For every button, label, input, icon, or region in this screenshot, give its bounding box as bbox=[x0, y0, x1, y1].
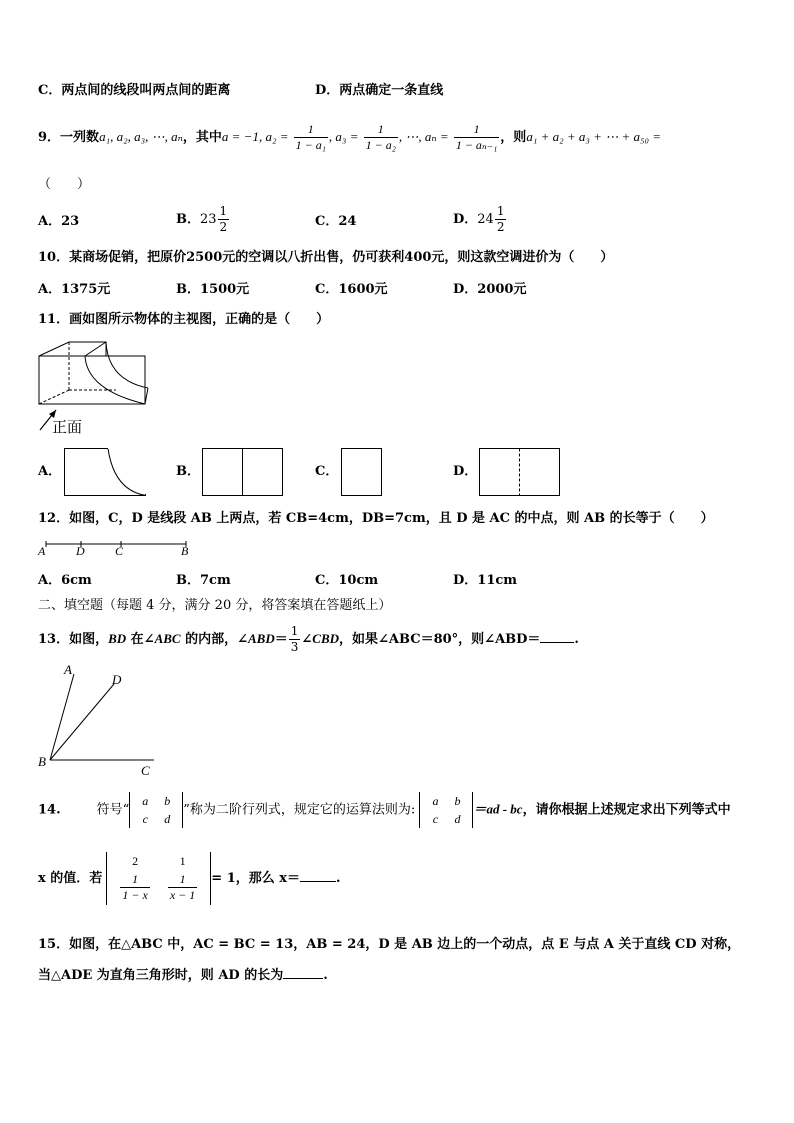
q11-option-a: A． bbox=[38, 464, 62, 479]
q12-option-d: D．11cm bbox=[453, 573, 518, 588]
q12-point-b: B bbox=[181, 544, 189, 558]
q15-line1: 15．如图，在△ABC 中，AC = BC = 13，AB = 24，D 是 AB 边上的一个动点，点 E 与点 A 关于直线 CD 对称， bbox=[38, 937, 741, 952]
q12-option-b: B．7cm bbox=[176, 573, 231, 588]
q12-point-c: C bbox=[115, 544, 124, 558]
q12-option-a: A．6cm bbox=[38, 573, 92, 588]
q12-point-d: D bbox=[76, 544, 85, 558]
q11-stem: 11．画如图所示物体的主视图，正确的是（ ） bbox=[38, 312, 330, 327]
q10-stem: 10．某商场促销，把原价2500元的空调以八折出售，仍可获利400元，则这款空调进价为（ ） bbox=[38, 250, 614, 265]
q9-option-d: D．24 $\frac{1}{2}$ bbox=[453, 204, 505, 234]
q9-paren: （ ） bbox=[38, 177, 91, 192]
q8-option-d: D．两点确定一条直线 bbox=[315, 83, 444, 98]
q10-option-b: B．1500元 bbox=[176, 282, 250, 297]
q12-option-c: C．10cm bbox=[315, 573, 379, 588]
section-heading-fill-in: 二、填空题（每题 4 分，满分 20 分，将答案填在答题纸上） bbox=[38, 598, 392, 613]
q9-option-c: C．24 bbox=[315, 214, 357, 229]
q12-stem: 12．如图，C，D 是线段 AB 上两点，若 CB=4cm，DB=7cm，且 D 是 AC 的中点，则 AB 的长等于（ ） bbox=[38, 511, 714, 526]
q14-answer-blank[interactable] bbox=[300, 881, 336, 882]
q13-label-d: D bbox=[112, 672, 122, 687]
q8-option-c: C．两点间的线段叫两点间的距离 bbox=[38, 83, 231, 98]
q10-option-d: D．2000元 bbox=[453, 282, 527, 297]
q11-front-label: 正面 bbox=[52, 418, 83, 436]
q11-option-b: B． bbox=[176, 464, 200, 479]
q13-label-c: C bbox=[141, 763, 150, 778]
q9-fraction-2: $\frac{1}{\text{1 − a₂}}$ bbox=[365, 122, 396, 152]
q15-answer-blank[interactable] bbox=[283, 978, 323, 979]
q11-option-a-figure bbox=[64, 448, 146, 496]
q9-fraction-1: $\frac{1}{\text{1 − a₁}}$ bbox=[295, 122, 326, 152]
q11-option-d-figure bbox=[479, 448, 561, 496]
q15-line2: 当△ADE 为直角三角形时，则 AD 的长为 . bbox=[38, 968, 328, 983]
q14-matrix-equation: 2 1 $\frac{1}{1 - x}$ $\frac{1}{x - 1}$ bbox=[106, 852, 211, 905]
q14-line2: x 的值．若 2 1 $\frac{1}{1 - x}$ $\frac{1}{x - 1}$ = 1，那么 x＝ . bbox=[38, 852, 341, 905]
q11-option-c-figure bbox=[341, 448, 383, 496]
q12-point-a: A bbox=[38, 544, 46, 558]
q13-label-a: A bbox=[64, 662, 72, 677]
q9-option-a: A．23 bbox=[38, 214, 80, 229]
q10-option-c: C．1600元 bbox=[315, 282, 388, 297]
q14-matrix-symbol: a b c d bbox=[129, 792, 183, 828]
q13-angle-figure bbox=[38, 662, 168, 777]
q9-option-b: B．23 $\frac{1}{2}$ bbox=[176, 204, 228, 234]
q13-label-b: B bbox=[38, 754, 46, 769]
q11-option-b-figure bbox=[202, 448, 284, 496]
q14-matrix-rule: a b c d bbox=[419, 792, 473, 828]
q11-option-d: D． bbox=[453, 464, 478, 479]
q13-stem: 13．如图，BD 在∠ABC 的内部，∠ABD＝ $\frac{1}{3}$ ∠CBD，如果∠ABC＝80°，则∠ABD＝ . bbox=[38, 624, 579, 654]
q11-option-c: C． bbox=[315, 464, 339, 479]
q9-stem: 9．一列数a₁, a₂, a₃, ⋯, aₙ，其中a = −1, a₂ = $\frac{1}{\text{1 − a₁}}$ , a₃ = $\frac{1}{\text{1 − a₂}}$ , ⋯, aₙ = $\frac{1}{\text{1 − aₙ₋₁}}$ ，则a₁ + a₂ + a₃ + ⋯ + a₅₀ = bbox=[38, 122, 662, 152]
q13-answer-blank[interactable] bbox=[540, 642, 574, 643]
q9-fraction-3: $\frac{1}{\text{1 − aₙ₋₁}}$ bbox=[455, 122, 498, 152]
q12-segment-figure bbox=[38, 538, 198, 558]
q14-line1: 14. 符号“ a b c d ”称为二阶行列式，规定它的运算法则为: a b c d ＝ad - bc，请你根据上述规定求出下列等式中 bbox=[38, 794, 731, 826]
q10-option-a: A．1375元 bbox=[38, 282, 111, 297]
